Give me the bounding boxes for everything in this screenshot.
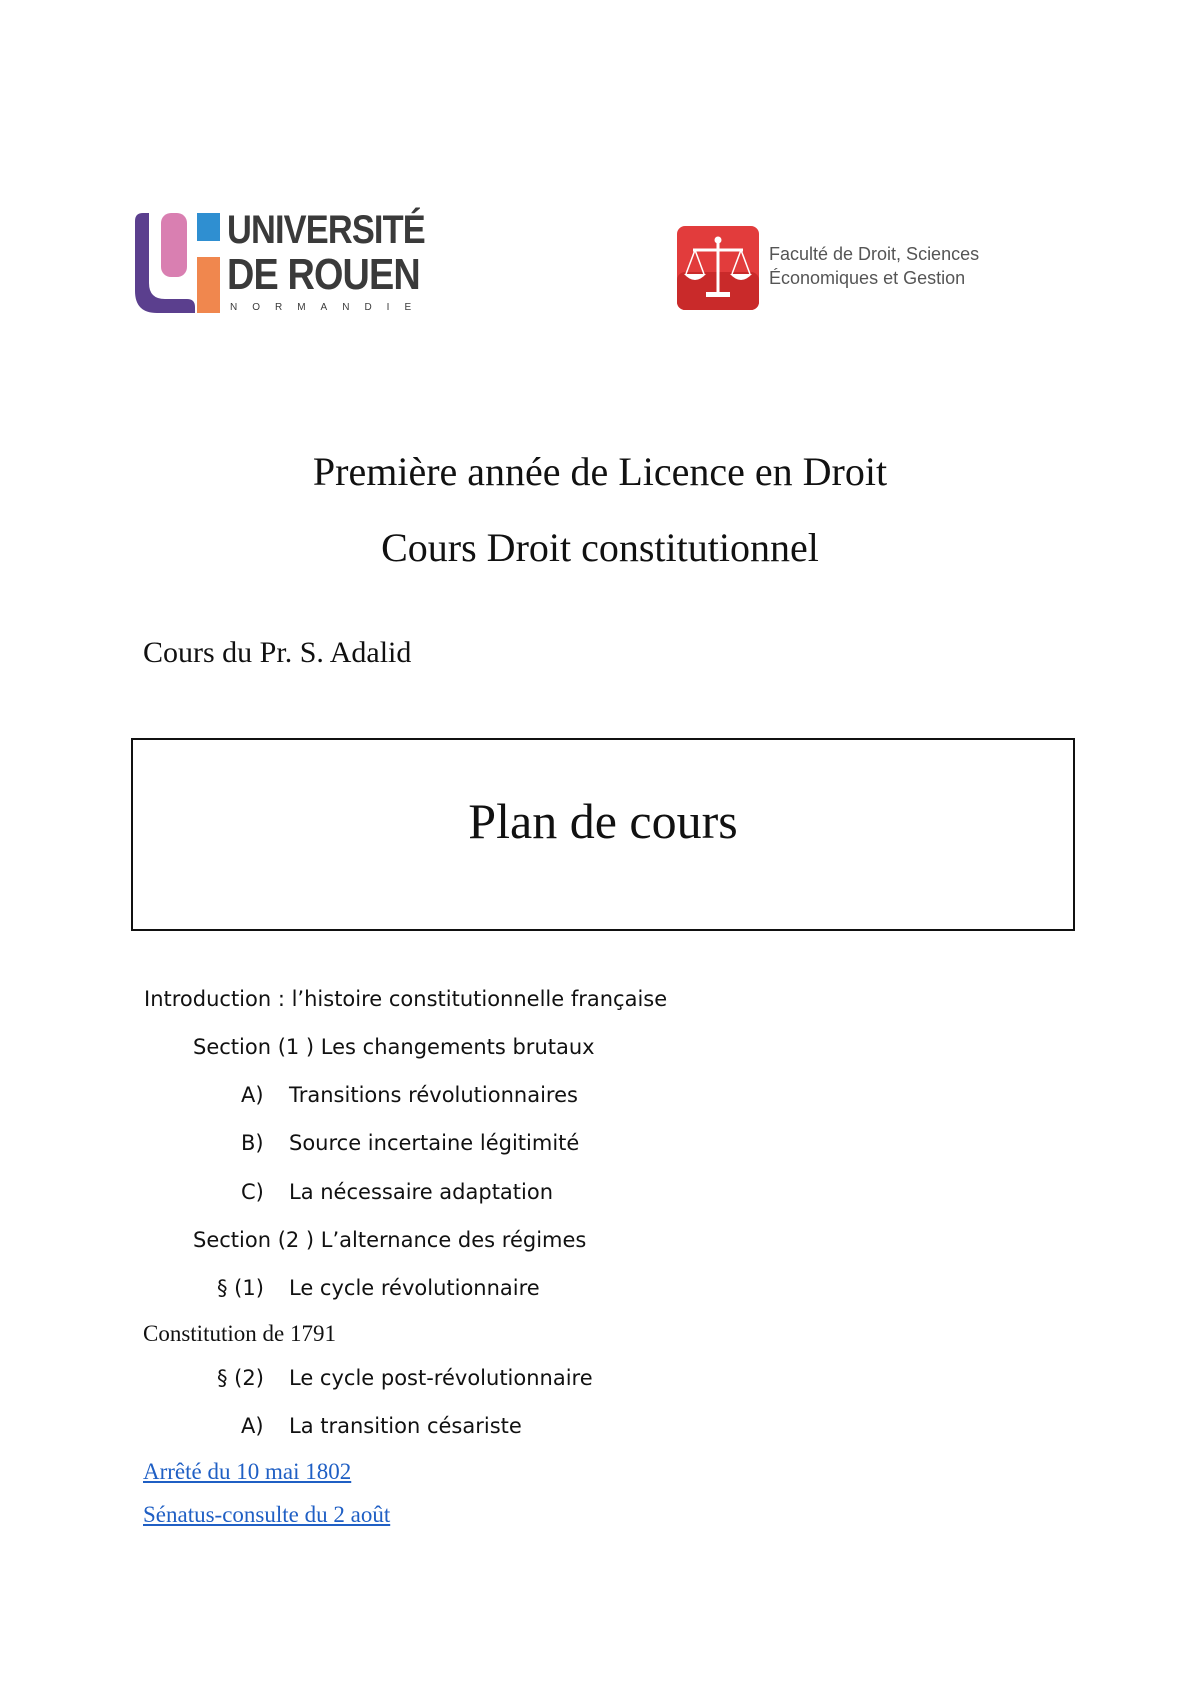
toc-paragraph-text: Le cycle révolutionnaire bbox=[289, 1276, 540, 1300]
toc-item bbox=[241, 1414, 522, 1438]
faculte-name-line2: Économiques et Gestion bbox=[769, 268, 966, 288]
toc-item-text: La nécessaire adaptation bbox=[289, 1180, 554, 1204]
toc-item bbox=[241, 1083, 578, 1107]
course-author: Cours du Pr. S. Adalid bbox=[143, 636, 412, 669]
toc-paragraph-marker: § (2) bbox=[217, 1366, 264, 1390]
senatus-consulte-link[interactable]: Sénatus-consulte du 2 août bbox=[143, 1502, 391, 1527]
toc-paragraph bbox=[217, 1276, 540, 1300]
arrete-1802-link[interactable]: Arrêté du 10 mai 1802 bbox=[143, 1459, 352, 1484]
faculte-name bbox=[769, 242, 979, 290]
faculte-logo bbox=[677, 226, 1017, 312]
toc-item-text: La transition césariste bbox=[289, 1414, 522, 1438]
university-name-line3: NORMANDIE bbox=[230, 302, 427, 313]
toc-item-marker: A) bbox=[241, 1414, 264, 1438]
plan-title-box bbox=[131, 738, 1075, 931]
toc-item bbox=[241, 1131, 579, 1155]
universite-rouen-logo bbox=[135, 208, 435, 316]
university-logo-mark-icon bbox=[135, 213, 220, 313]
toc-paragraph-text: Le cycle post-révolutionnaire bbox=[289, 1366, 593, 1390]
toc-item bbox=[241, 1180, 553, 1204]
toc-paragraph-marker: § (1) bbox=[217, 1276, 264, 1300]
plan-title: Plan de cours bbox=[468, 793, 738, 849]
degree-title: Première année de Licence en Droit bbox=[312, 449, 888, 494]
toc-item-text: Transitions révolutionnaires bbox=[289, 1083, 578, 1107]
university-name-line2: DE ROUEN bbox=[227, 250, 420, 299]
course-title: Cours Droit constitutionnel bbox=[381, 525, 819, 570]
toc-section-1: Section (1 ) Les changements brutaux bbox=[193, 1035, 595, 1059]
toc-item-marker: C) bbox=[241, 1180, 264, 1204]
toc-item-marker: A) bbox=[241, 1083, 264, 1107]
faculte-name-line1: Faculté de Droit, Sciences bbox=[769, 244, 980, 264]
scales-of-justice-icon bbox=[677, 226, 759, 310]
university-name-line1: UNIVERSITÉ bbox=[227, 208, 425, 252]
toc-paragraph bbox=[217, 1366, 593, 1390]
toc-item-marker: B) bbox=[241, 1131, 264, 1155]
toc-section-2: Section (2 ) L’alternance des régimes bbox=[193, 1228, 587, 1252]
toc-introduction: Introduction : l’histoire constitutionnelle française bbox=[144, 987, 668, 1011]
toc-item-text: Source incertaine légitimité bbox=[289, 1131, 580, 1155]
toc-constitution-note: Constitution de 1791 bbox=[143, 1321, 336, 1346]
